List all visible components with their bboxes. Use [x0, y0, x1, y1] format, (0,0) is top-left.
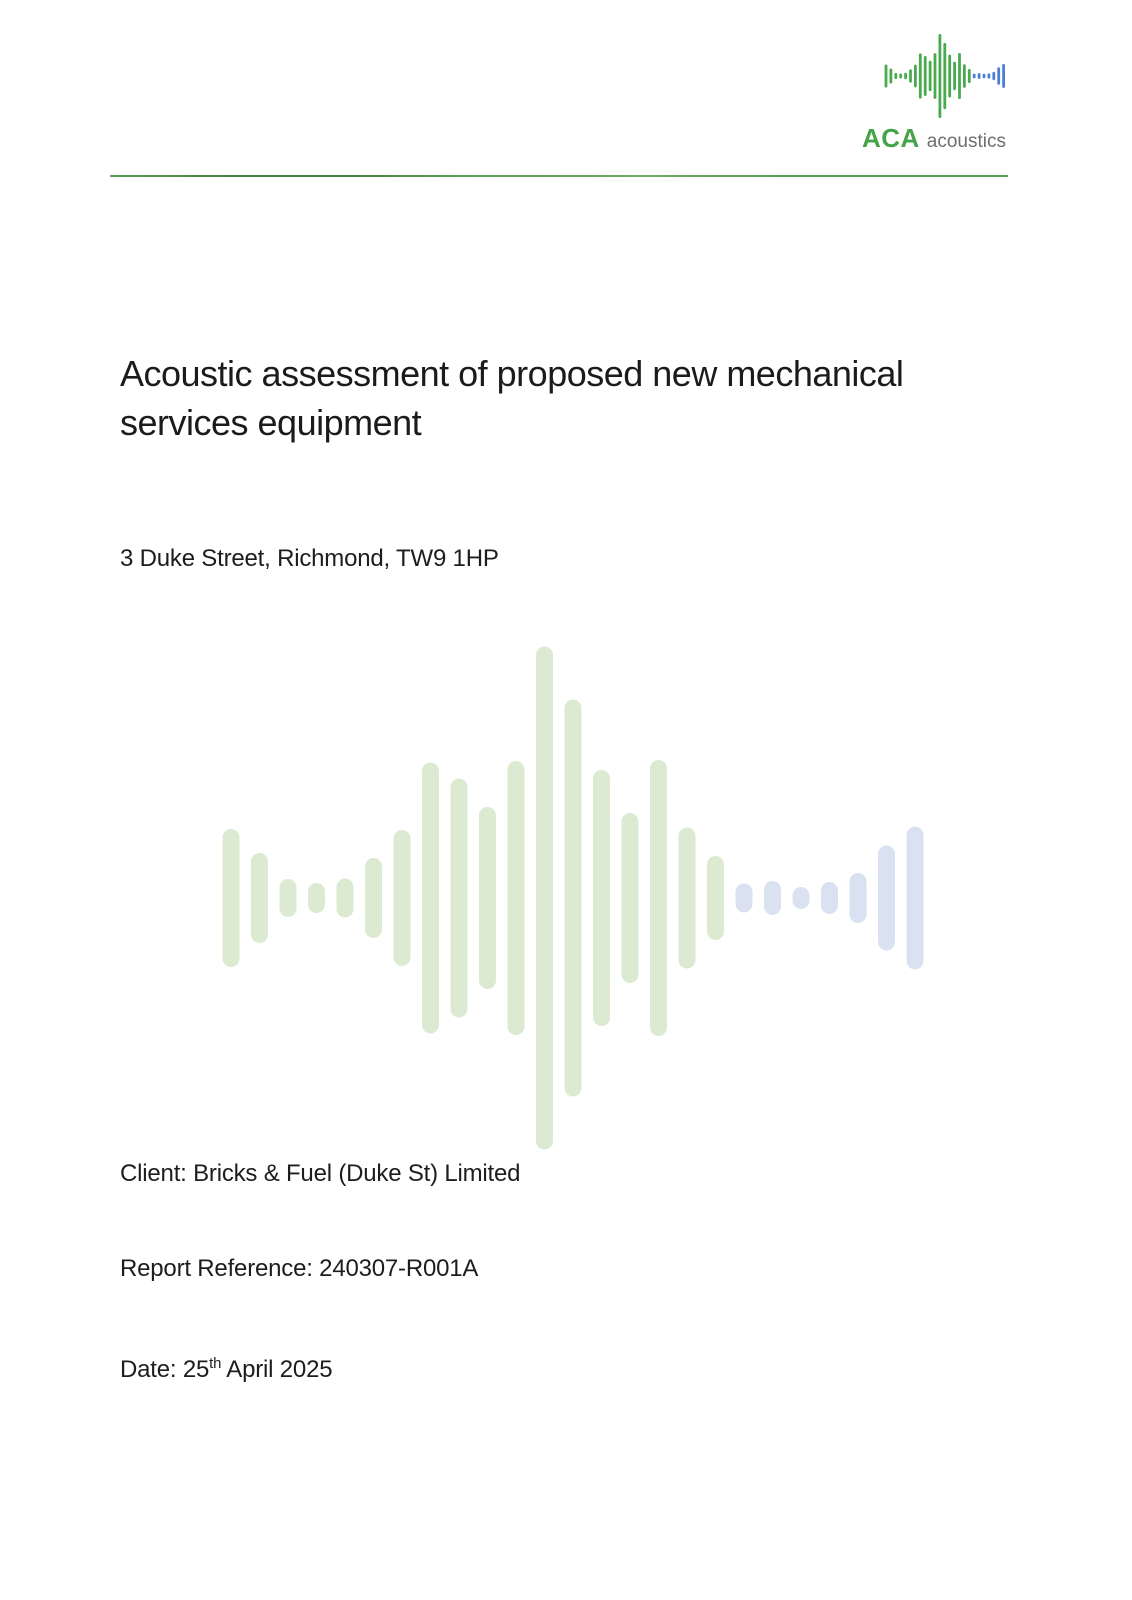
site-address: 3 Duke Street, Richmond, TW9 1HP — [120, 545, 499, 572]
brand-wordmark — [862, 123, 1006, 154]
company-logo — [862, 33, 1008, 154]
logo-waveform-icon — [884, 33, 1008, 119]
date-ordinal: th — [209, 1356, 222, 1372]
report-title: Acoustic assessment of proposed new mechanical services equipment — [120, 353, 904, 443]
date-prefix: Date: 25 — [120, 1356, 210, 1383]
brand-name: ACA — [861, 123, 920, 153]
date-line — [120, 1356, 332, 1384]
header-rule — [110, 175, 1008, 177]
brand-suffix: acoustics — [926, 131, 1006, 152]
date-suffix: April 2025 — [221, 1356, 333, 1383]
report-reference-line: Report Reference: 240307-R001A — [120, 1255, 479, 1282]
client-line: Client: Bricks & Fuel (Duke St) Limited — [120, 1160, 521, 1187]
